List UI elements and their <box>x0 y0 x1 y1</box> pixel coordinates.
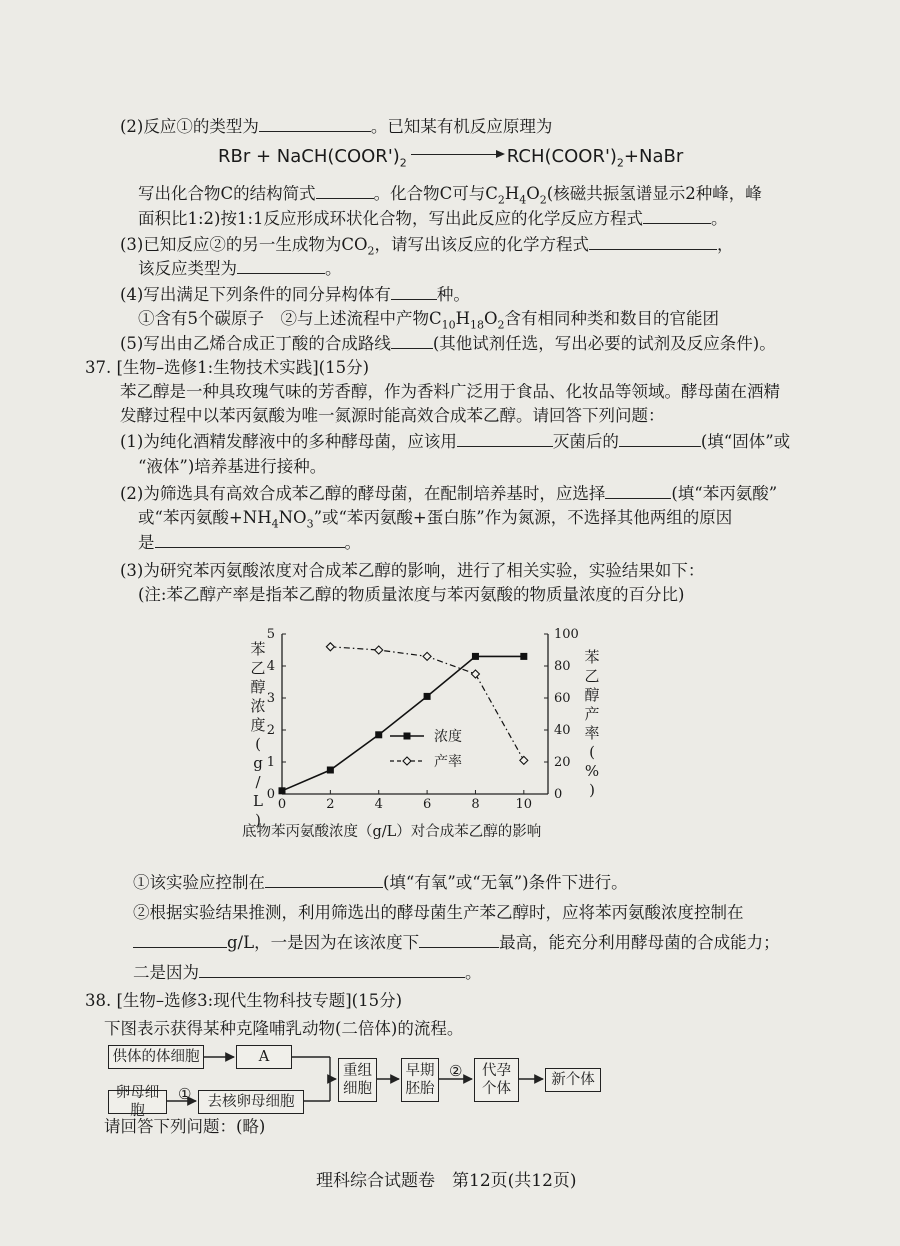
early-embryo-box: 早期 胚胎 <box>401 1058 439 1102</box>
y-left-label-char: 苯 <box>250 640 266 658</box>
q36-part3-line2: 该反应类型为 。 <box>138 259 342 278</box>
y-right-tick-label: 100 <box>554 627 579 642</box>
oocyte-box: 卵母细胞 <box>108 1090 167 1114</box>
y-left-label-char: ) <box>255 811 261 829</box>
x-tick-label: 6 <box>422 797 432 812</box>
q37-part2-line1: (2)为筛选具有高效合成苯乙醇的酵母菌，在配制培养基时，应选择 (填“苯丙氨酸” <box>120 484 778 503</box>
y-right-label-char: 率 <box>584 724 600 742</box>
y-right-label-char: ( <box>589 743 595 761</box>
legend-yield-label: 产率 <box>434 754 462 770</box>
y-left-tick-label: 1 <box>266 755 275 770</box>
y-left-label-char: 浓 <box>250 697 266 715</box>
y-right-tick-label: 0 <box>554 787 563 802</box>
step-1-label: ① <box>178 1085 192 1103</box>
y-right-tick-label: 60 <box>554 691 571 706</box>
q37-part3-note: (注:苯乙醇产率是指苯乙醇的物质量浓度与苯丙氨酸的物质量浓度的百分比) <box>138 585 685 604</box>
q37-heading: 37. [生物–选修1:生物技术实践](15分) <box>85 358 370 377</box>
q38-heading: 38. [生物–选修3:现代生物科技专题](15分) <box>85 991 403 1010</box>
y-left-label-char: 乙 <box>250 659 266 677</box>
q38-intro: 下图表示获得某种克隆哺乳动物(二倍体)的流程。 <box>104 1019 464 1038</box>
legend-concentration-label: 浓度 <box>434 729 462 745</box>
donor-somatic-cell-box: 供体的体细胞 <box>108 1045 204 1069</box>
y-right-label-char: 苯 <box>584 648 600 666</box>
q38-tail: 请回答下列问题：(略) <box>104 1117 266 1136</box>
q37-sub2-line1: ②根据实验结果推测，利用筛选出的酵母菌生产苯乙醇时，应将苯丙氨酸浓度控制在 <box>133 903 744 922</box>
y-left-label-char: L <box>253 792 263 810</box>
q36-part5: (5)写出由乙烯合成正丁酸的合成路线 (其他试剂任选，写出必要的试剂及反应条件)。 <box>120 334 776 353</box>
recombinant-cell-box: 重组 细胞 <box>338 1058 377 1102</box>
y-left-tick-label: 5 <box>266 627 275 642</box>
y-right-tick-label: 80 <box>554 659 571 674</box>
y-left-tick-label: 0 <box>266 787 275 802</box>
y-right-tick-label: 20 <box>554 755 571 770</box>
y-left-label-char: g <box>253 754 263 772</box>
y-left-label-char: 醇 <box>250 678 266 696</box>
y-right-label-char: 醇 <box>584 686 600 704</box>
x-tick-label: 8 <box>471 797 480 812</box>
q37-intro-line1: 苯乙醇是一种具玫瑰气味的芳香醇，作为香料广泛用于食品、化妆品等领域。酵母菌在酒精 <box>120 382 780 401</box>
chart-caption: 底物苯丙氨酸浓度（g/L）对合成苯乙醇的影响 <box>242 824 542 840</box>
surrogate-box: 代孕 个体 <box>474 1058 519 1102</box>
x-tick-label: 0 <box>277 797 287 812</box>
reaction-equation: RBr + $NaCH(COOR')_2$ $RCH(COOR')_2+NaBr$ <box>218 146 684 170</box>
y-left-label-char: ( <box>255 735 261 753</box>
y-right-label-char: ) <box>589 781 595 799</box>
q36-part3-line1: (3)已知反应②的另一生成物为$CO_2$，请写出该反应的化学方程式 ， <box>120 235 734 258</box>
x-tick-label: 10 <box>515 797 533 812</box>
q36-part2-line3: 面积比1:2)按1:1反应形成环状化合物，写出此反应的化学反应方程式 。 <box>138 209 728 228</box>
step-2-label: ② <box>449 1062 463 1080</box>
q37-part3-line1: (3)为研究苯丙氨酸浓度对合成苯乙醇的影响，进行了相关实验，实验结果如下： <box>120 561 705 580</box>
q37-sub1: ①该实验应控制在 (填“有氧”或“无氧”)条件下进行。 <box>133 873 628 892</box>
y-left-label-char: / <box>255 773 261 791</box>
q36-part4-line1: (4)写出满足下列条件的同分异构体有 种。 <box>120 285 470 304</box>
q37-part2-line3: 是 。 <box>138 533 361 552</box>
x-tick-label: 2 <box>326 797 335 812</box>
q36-part4-line2: ①含有5个碳原子 ②与上述流程中产物$C_{10}H_{18}O_2$含有相同种类和数目的官能团 <box>138 309 720 332</box>
y-left-label-char: 度 <box>250 716 266 734</box>
q37-sub2-line2: g/L，一是因为在该浓度下 最高，能充分利用酵母菌的合成能力； <box>133 932 780 954</box>
q37-intro-line2: 发酵过程中以苯丙氨酸为唯一氮源时能高效合成苯乙醇。请回答下列问题： <box>120 406 665 425</box>
q36-part2-line1: (2)反应①的类型为 。已知某有机反应原理为 <box>120 117 553 136</box>
q37-part1-line2: “液体”)培养基进行接种。 <box>138 457 327 476</box>
page-footer: 理科综合试题卷 第12页(共12页) <box>316 1171 577 1191</box>
y-left-tick-label: 4 <box>266 659 275 674</box>
enucleated-oocyte-box: 去核卵母细胞 <box>198 1090 304 1114</box>
y-left-tick-label: 2 <box>266 723 275 738</box>
process-a-box: A <box>236 1045 292 1069</box>
q37-part2-line2: 或“苯丙氨酸$+NH_4NO_3$”或“苯丙氨酸+蛋白胨”作为氮源，不选择其他两组的原因 <box>138 508 733 531</box>
y-right-label-char: 产 <box>584 705 600 723</box>
x-tick-label: 4 <box>374 797 383 812</box>
q37-part1-line1: (1)为纯化酒精发酵液中的多种酵母菌，应该用 灭菌后的 (填“固体”或 <box>120 432 791 451</box>
y-right-label-char: 乙 <box>584 667 600 685</box>
q36-part2-line2: 写出化合物C的结构简式 。化合物C可与$C_2H_4O_2$(核磁共振氢谱显示2种峰，峰 <box>138 184 762 207</box>
new-individual-box: 新个体 <box>545 1068 601 1092</box>
y-right-label-char: % <box>584 762 600 780</box>
y-left-tick-label: 3 <box>266 691 275 706</box>
y-right-tick-label: 40 <box>554 723 571 738</box>
q37-sub2-line3: 二是因为 。 <box>133 963 482 982</box>
